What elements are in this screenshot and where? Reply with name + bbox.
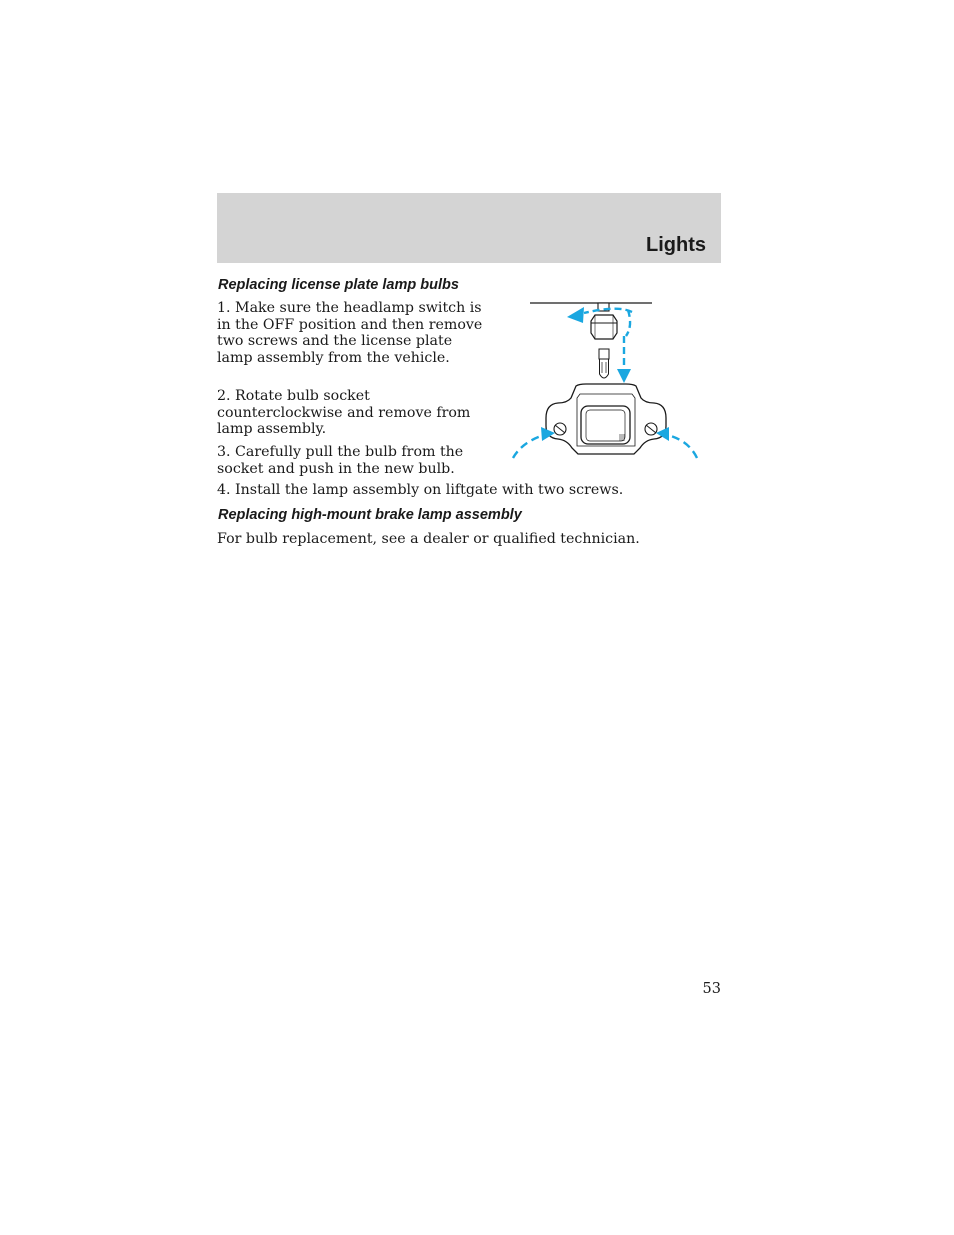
subheading-license-plate: Replacing license plate lamp bulbs bbox=[218, 277, 459, 293]
right-screw-arrow-icon bbox=[656, 427, 697, 458]
brake-lamp-text: For bulb replacement, see a dealer or qualified technician. bbox=[217, 531, 640, 547]
left-screw-arrow-icon bbox=[513, 427, 555, 458]
step-3-text: 3. Carefully pull the bulb from the socket and push in the new bulb. bbox=[217, 444, 464, 477]
step-2-text: 2. Rotate bulb socket counterclockwise and remove from lamp assembly. bbox=[217, 388, 471, 437]
bulb-socket bbox=[591, 315, 617, 339]
step-4-text: 4. Install the lamp assembly on liftgate with two screws. bbox=[217, 482, 624, 498]
section-title: Lights bbox=[646, 234, 706, 256]
section-header-band bbox=[217, 193, 721, 263]
step-1-text: 1. Make sure the headlamp switch is in the OFF position and then remove two screws and the license plate lamp assembly from the vehicle. bbox=[217, 300, 483, 366]
page-number: 53 bbox=[702, 981, 721, 997]
license-lamp-diagram bbox=[508, 296, 702, 464]
subheading-brake-lamp: Replacing high-mount brake lamp assembly bbox=[218, 507, 522, 523]
pull-arrow-icon bbox=[617, 336, 631, 383]
lamp-lens bbox=[581, 406, 630, 444]
bulb-icon bbox=[599, 349, 609, 378]
right-screw-icon bbox=[645, 423, 657, 435]
left-screw-icon bbox=[554, 423, 566, 435]
